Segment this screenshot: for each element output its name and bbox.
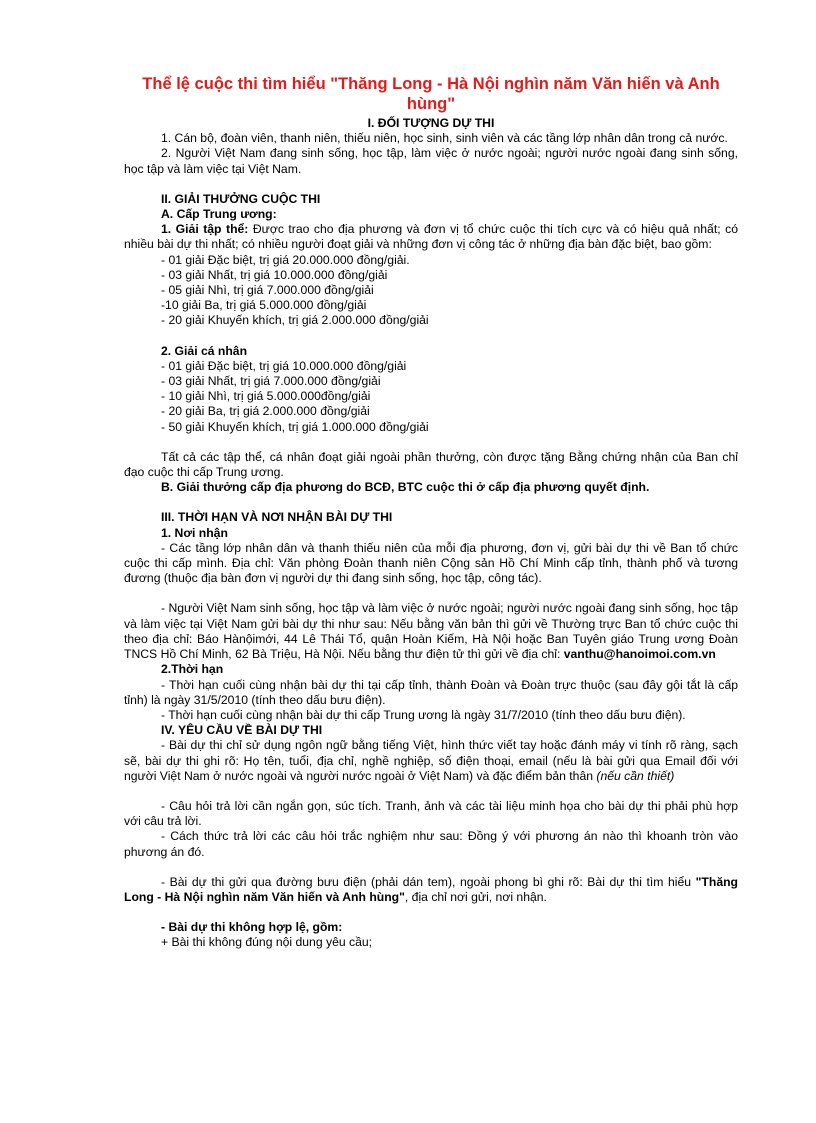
document-page [124, 74, 738, 951]
collective-prize-text: Được trao cho địa phương và đơn vị tổ chức cuộc thi tích cực và có hiệu quả nhất; có nhiều bài dự thi nhất; có nhiều người đoạt giải và những đơn vị công tác ở những địa bàn đặc biệt, bao gồm: [124, 222, 738, 252]
requirements-text: - Bài dự thi chỉ sử dụng ngôn ngữ bằng tiếng Việt, hình thức viết tay hoặc đánh máy vi tính rõ ràng, sạch sẽ, bài dự thi ghi rõ: Họ tên, tuổi, địa chỉ, nghề nghiệp, số điện thoại, email (nếu là bài gửi qua Email đối với người Việt Nam ở nước ngoài và người nước ngoài ở Việt Nam) và đặc điểm bản thân [124, 738, 738, 783]
requirements-italic-note: (nếu cần thiết) [596, 768, 675, 783]
requirements-postal-text: - Bài dự thi gửi qua đường bưu điện (phải dán tem), ngoài phong bì ghi rõ: Bài dự thi tìm hiểu [161, 874, 696, 889]
individual-prize-item: - 03 giải Nhất, trị giá 7.000.000 đồng/giải [161, 374, 381, 389]
certificate-note: Tất cả các tập thể, cá nhân đoạt giải ngoài phần thưởng, còn được tặng Bằng chứng nhận của Ban chỉ đạo cuộc thi cấp Trung ương. [124, 449, 738, 480]
contest-name-bold: "Thăng Long - Hà Nội nghìn năm Văn hiến và Anh hùng" [124, 874, 738, 904]
requirements-paragraph-1 [124, 738, 738, 784]
individual-prize-item: - 20 giải Ba, trị giá 2.000.000 đồng/giải [161, 404, 370, 419]
collective-prize-item: - 01 giải Đặc biệt, trị giá 20.000.000 đồng/giải. [161, 252, 410, 267]
local-level-heading: B. Giải thưởng cấp địa phương do BCĐ, BTC cuộc thi ở cấp địa phương quyết định. [161, 480, 650, 495]
submission-place-heading: 1. Nơi nhận [161, 525, 228, 540]
collective-prize-label: 1. Giải tập thể: [161, 222, 249, 237]
collective-prize-item: - 03 giải Nhất, trị giá 10.000.000 đồng/giải [161, 267, 388, 282]
requirements-paragraph-3: - Cách thức trả lời các câu hỏi trắc nghiệm như sau: Đồng ý với phương án nào thì khoanh tròn vào phương án đó. [124, 829, 738, 859]
individual-prize-item: - 01 giải Đặc biệt, trị giá 10.000.000 đồng/giải [161, 358, 407, 373]
email-address: vanthu@hanoimoi.com.vn [563, 647, 716, 662]
requirements-postal-end: , địa chỉ nơi gửi, nơi nhận. [404, 889, 547, 904]
submission-place-paragraph-1: - Các tầng lớp nhân dân và thanh thiếu niên của mỗi địa phương, đơn vị, gửi bài dự thi về Ban tổ chức cuộc thi cấp mình. Địa chỉ: Văn phòng Đoàn thanh niên Cộng sản Hồ Chí Minh cấp tỉnh, thành phố và tương đương (thuộc địa bàn đơn vị người dự thi đang sinh sống, học tập, công tác). [124, 540, 738, 586]
collective-prize-item: -10 giải Ba, trị giá 5.000.000 đồng/giải [161, 298, 367, 313]
section-1-heading: I. ĐỐI TƯỢNG DỰ THI [367, 116, 495, 130]
invalid-entries-heading: - Bài dự thi không hợp lệ, gồm: [161, 920, 343, 935]
invalid-entries-item: + Bài thi không đúng nội dung yêu cầu; [161, 935, 373, 950]
section-4-heading: IV. YÊU CẦU VỀ BÀI DỰ THI [161, 723, 323, 738]
document-title: Thể lệ cuộc thi tìm hiểu "Thăng Long - Hà Nội nghìn năm Văn hiến và Anh hùng" [142, 75, 720, 113]
submission-place-paragraph-2 [124, 601, 738, 662]
collective-prize-item: - 05 giải Nhì, trị giá 7.000.000 đồng/giải [161, 283, 374, 298]
section-3-heading: III. THỜI HẠN VÀ NƠI NHẬN BÀI DỰ THI [161, 510, 393, 525]
deadline-heading: 2.Thời hạn [161, 662, 224, 677]
deadline-paragraph-1: - Thời hạn cuối cùng nhận bài dự thi tại cấp tỉnh, thành Đoàn và Đoàn trực thuộc (sau đây gội tắt là cấp tỉnh) là ngày 31/5/2010 (tính theo dấu bưu điện). [124, 677, 738, 707]
individual-prize-item: - 50 giải Khuyến khích, trị giá 1.000.000 đồng/giải [161, 419, 429, 434]
section-1-paragraph-2: 2. Người Việt Nam đang sinh sống, học tập, làm việc ở nước ngoài; người nước ngoài đang sinh sống, học tập và làm việc tại Việt Nam. [124, 146, 738, 176]
individual-prize-item: - 10 giải Nhì, trị giá 5.000.000đồng/giải [161, 389, 371, 404]
section-1-paragraph-1: 1. Cán bộ, đoàn viên, thanh niên, thiếu niên, học sinh, sinh viên và các tầng lớp nhân dân trong cả nước. [161, 131, 728, 146]
collective-prize-item: - 20 giải Khuyến khích, trị giá 2.000.000 đồng/giải [161, 313, 429, 328]
individual-prize-heading: 2. Giải cá nhân [161, 343, 248, 358]
requirements-paragraph-2: - Câu hỏi trả lời cần ngắn gọn, súc tích. Tranh, ảnh và các tài liệu minh họa cho bài dự thi phải phù hợp với câu trả lời. [124, 798, 738, 829]
deadline-paragraph-2: - Thời hạn cuối cùng nhận bài dự thi cấp Trung ương là ngày 31/7/2010 (tính theo dấu bưu điện). [161, 707, 686, 722]
requirements-paragraph-4 [124, 875, 738, 905]
submission-place-text: - Người Việt Nam sinh sống, học tập và làm việc ở nước ngoài; người nước ngoài đang sinh sống, học tập và làm việc tại Việt Nam gửi bài dự thi như sau: Nếu bằng văn bản thì gửi về Thường trực Ban tổ chức cuộc thi theo địa chỉ: Báo Hànộimới, 44 Lê Thái Tổ, quận Hoàn Kiếm, Hà Nội hoặc Ban Tuyên giáo Trung ương Đoàn TNCS Hồ Chí Minh, 62 Bà Triệu, Hà Nội. Nếu bằng thư điện tử thì gửi về địa chỉ: [124, 601, 738, 662]
section-2-heading: II. GIẢI THƯỞNG CUỘC THI [161, 191, 321, 206]
collective-prize-paragraph [124, 222, 738, 252]
central-level-heading: A. Cấp Trung ương: [161, 207, 277, 222]
